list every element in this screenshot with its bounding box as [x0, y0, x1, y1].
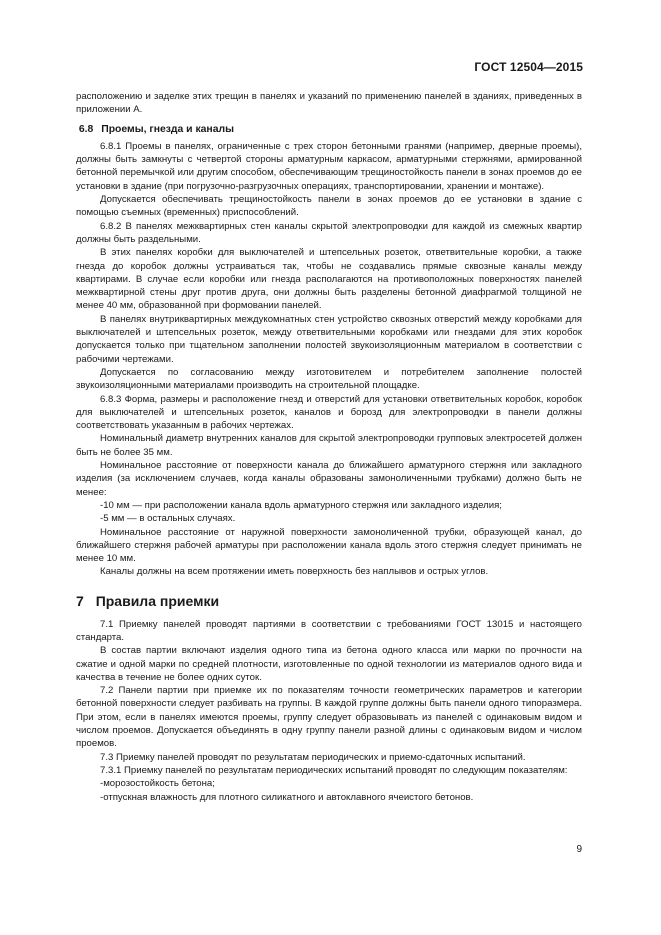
paragraph: 7.2 Панели партии при приемке их по показателям точности геометрических параметров и категории бетонной поверхности следует разбивать на группы. В каждой группе должны быть панели одного типоразмера. При этом, если в панелях имеются проемы, группу следует образовывать из панелей с одинаковым видом и числом проемов. Допускается объединять в одну группу панели разной длины с одинаковым видом и числом проемов.: [76, 685, 582, 750]
list-item: -отпускная влажность для плотного силикатного и автоклавного ячеистого бетонов.: [100, 791, 474, 803]
list-item: -морозостойкость бетона;: [100, 778, 215, 790]
page-number: 9: [576, 844, 582, 855]
section-number: 7: [76, 592, 84, 609]
section-6-8-heading: [76, 123, 582, 136]
paragraph: 6.8.2 В панелях межквартирных стен каналы скрытой электропроводки для каждой из смежных квартир должны быть раздельными.: [76, 220, 582, 245]
paragraph: В этих панелях коробки для выключателей и штепсельных розеток, ответвительные коробки, а также гнезда до коробок должны устраиваться так, чтобы не создавались прямые сквозные каналы между квартирами. В случае если коробки или гнезда располагаются на противоположных поверхностях панелей межквартирной стены друг против друга, они должны быть разделены бетонной диафрагмой толщиной не менее 40 мм, образованной при формовании панелей.: [76, 247, 582, 312]
paragraph: В состав партии включают изделия одного типа из бетона одного класса или марки по прочности на сжатие и одной марки по средней плотности, изготовленные по одной технологии из материалов одного вида и качества в течение не более одних суток.: [76, 645, 582, 683]
paragraph: Каналы должны на всем протяжении иметь поверхность без наплывов и острых углов.: [100, 566, 489, 578]
paragraph: Допускается по согласованию между изготовителем и потребителем заполнение полостей звукоизоляционными материалами производить на строительной площадке.: [76, 366, 582, 392]
paragraph: Номинальное расстояние от наружной поверхности замоноличенной трубки, образующей канал, до ближайшего стержня рабочей арматуры при расположении канала вдоль этого стержня следует принимать не менее 10 мм.: [76, 526, 582, 565]
list-item: -5 мм — в остальных случаях.: [100, 513, 236, 525]
section-number: 6.8: [78, 123, 94, 135]
list-item: -10 мм — при расположении канала вдоль арматурного стержня или закладного изделия;: [100, 499, 502, 511]
document-header: ГОСТ 12504—2015: [474, 60, 583, 74]
paragraph: 7.1 Приемку панелей проводят партиями в соответствии с требованиями ГОСТ 13015 и настоящего стандарта.: [76, 618, 582, 643]
section-7-heading: [76, 592, 582, 610]
paragraph: Допускается обеспечивать трещиностойкость панели в зонах проемов до ее установки в здание с помощью съемных (временных) приспособлений.: [76, 194, 582, 219]
intro-paragraph: расположению и заделке этих трещин в панелях и указаний по применению панелей в зданиях, приведенных в приложении А.: [76, 91, 582, 116]
paragraph: Номинальный диаметр внутренних каналов для скрытой электропроводки групповых электросетей должен быть не более 35 мм.: [76, 433, 582, 458]
section-title: Правила приемки: [95, 592, 220, 609]
page-body: [76, 90, 582, 804]
paragraph: В панелях внутриквартирных междукомнатных стен устройство сквозных отверстий между коробками для выключателей и штепсельных розеток, между ответвительными коробками или гнездами для этих коробок допускается только при тщательном заполнении полостей звукоизоляционным материалом в соответствии с рабочими чертежами.: [76, 313, 582, 365]
paragraph: 6.8.3 Форма, размеры и расположение гнезд и отверстий для установки ответвительных коробок, коробок для выключателей и штепсельных розеток, каналов и борозд для электропроводки в панели должны соответствовать указанным в рабочих чертежах.: [76, 393, 582, 432]
paragraph: Номинальное расстояние от поверхности канала до ближайшего арматурного стержня или закладного изделия (за исключением случаев, когда каналы образованы замоноличенными трубками) должно быть не менее:: [76, 460, 582, 498]
section-title: Проемы, гнезда и каналы: [101, 123, 234, 135]
paragraph: 7.3.1 Приемку панелей по результатам периодических испытаний проводят по следующим показателям:: [100, 764, 568, 776]
paragraph: 7.3 Приемку панелей проводят по результатам периодических и приемо-сдаточных испытаний.: [100, 751, 526, 763]
paragraph: 6.8.1 Проемы в панелях, ограниченные с трех сторон бетонными гранями (например, дверные проемы), должны быть замкнуты с четвертой стороны арматурным каркасом, арматурными стержнями, армированной бетонной перемычкой или другим способом, обеспечивающим трещиностойкость панели в зонах проемов до ее установки в здание (при погрузочно-разгрузочных операциях, транспортировании, хранении и монтаже).: [76, 140, 582, 192]
